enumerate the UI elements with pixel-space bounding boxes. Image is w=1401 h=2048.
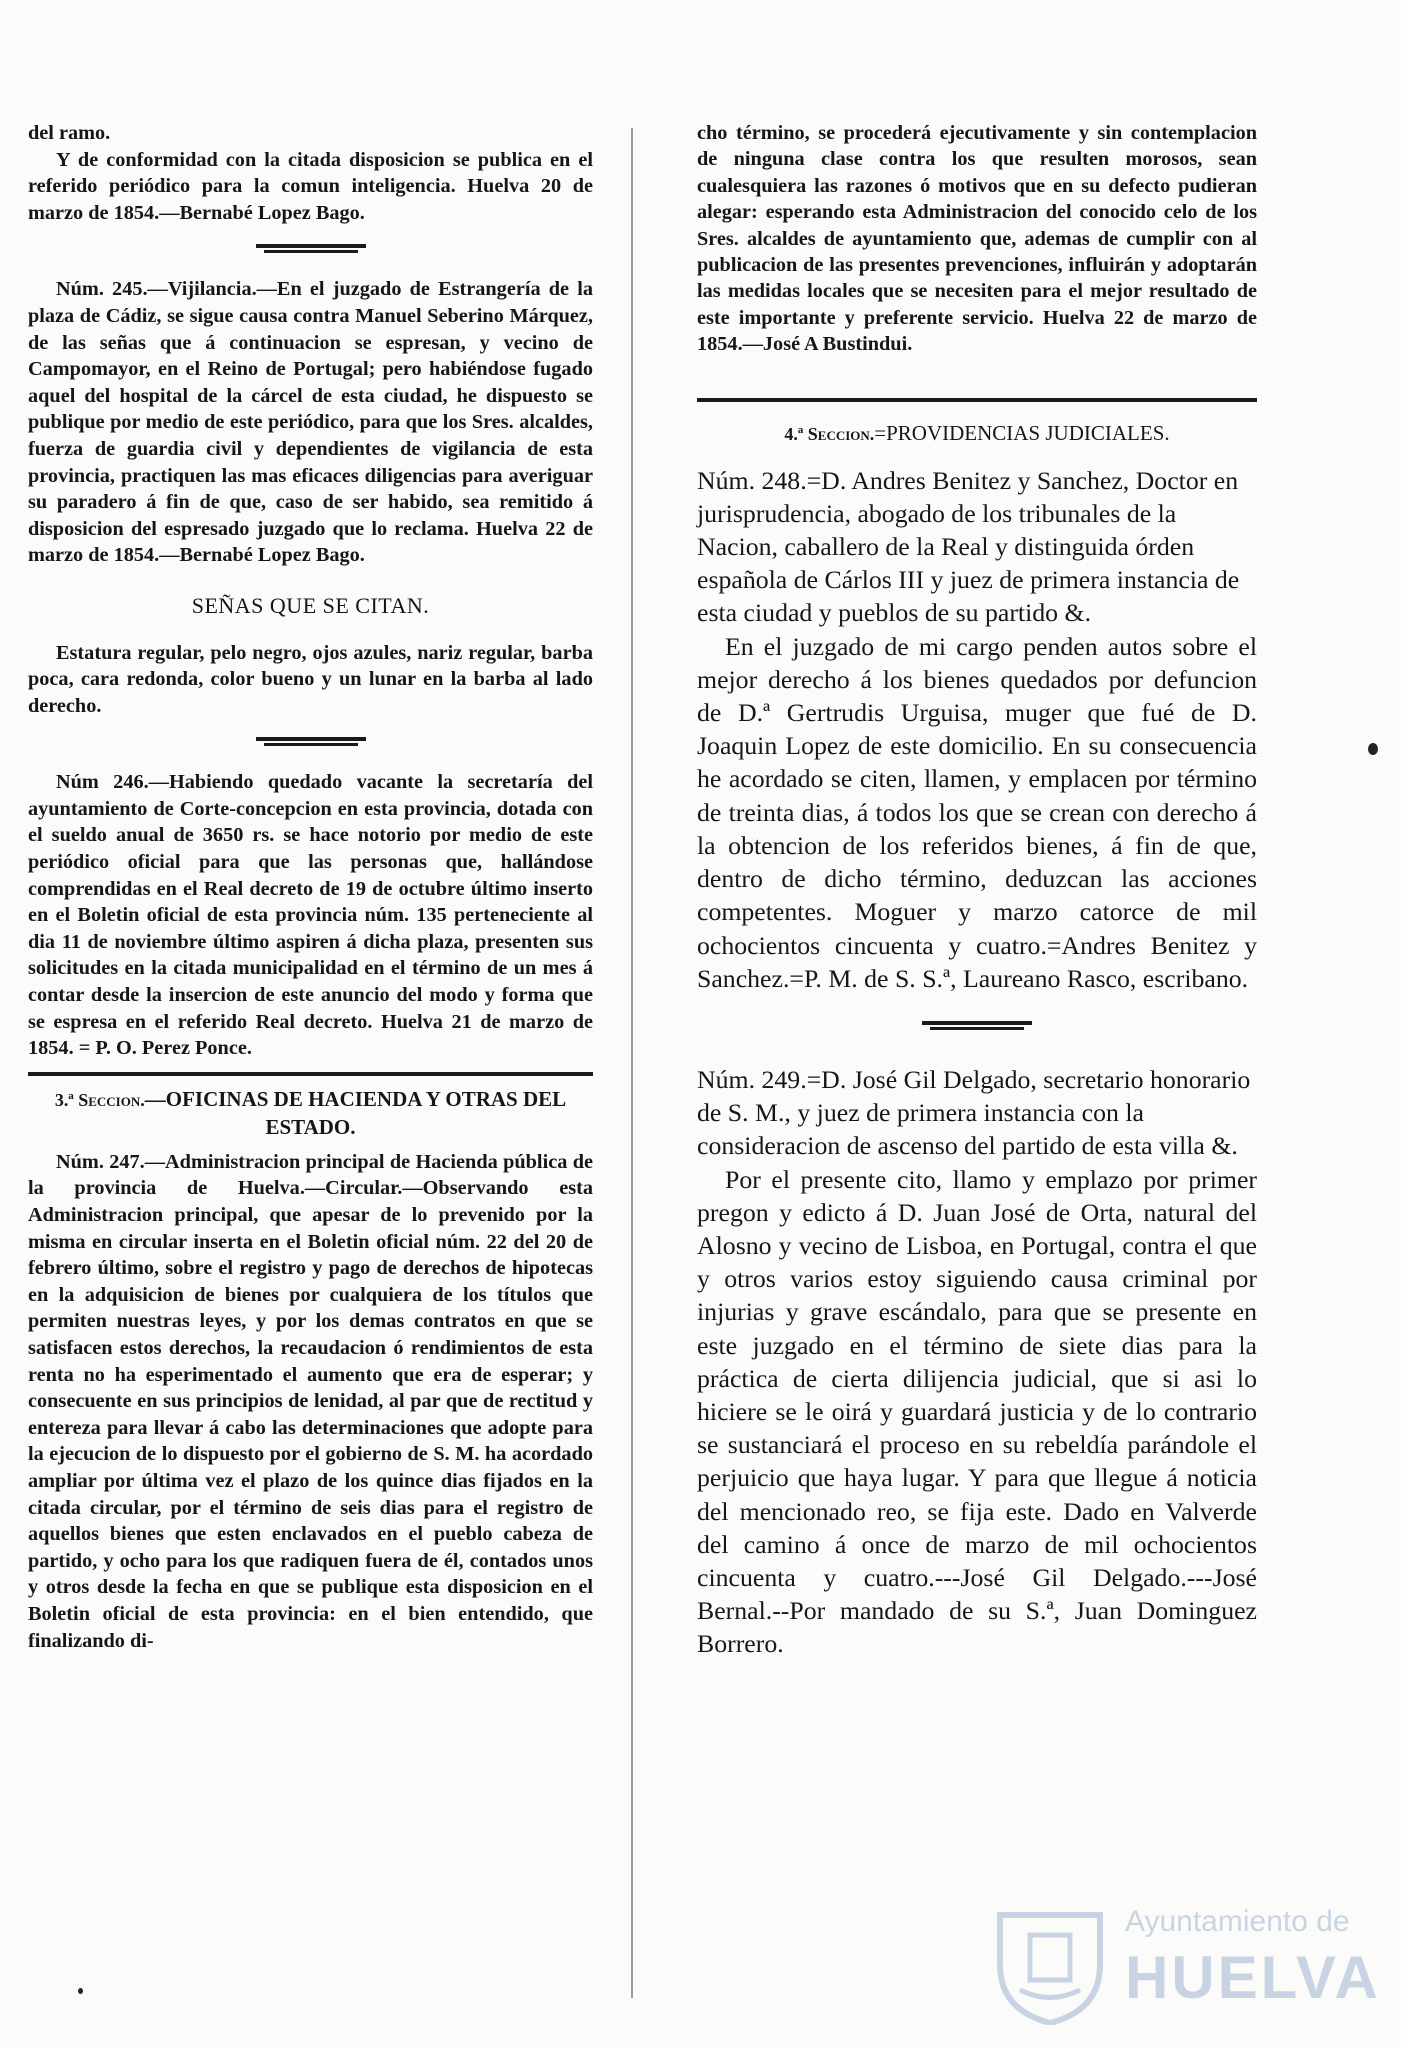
section-3-heading: [28, 1086, 593, 1141]
watermark-line-2: HUELVA: [1125, 1944, 1381, 2011]
notice-247-continued: cho término, se procederá ejecutivamente y sin contemplacion de ninguna clase contra los que resulten morosos, sean cualesquiera las razones ó motivos que en su defecto pudieran alegar: esperando esta Administracion del conocido celo de los Sres. alcaldes de ayuntamiento que, ademas de cumplir con al publicacion de las presentes prevenciones, influirán y adoptarán las medidas locales que se necesiten para el mejor resultado de este importante y preferente servicio. Huelva 22 de marzo de 1854.—José A Bustindui.: [697, 122, 1257, 356]
column-divider: [631, 128, 633, 1998]
ink-speck: [1368, 743, 1378, 755]
senas-heading: SEÑAS QUE SE CITAN.: [191, 592, 430, 618]
notice-248-heading: Núm. 248.=D. Andres Benitez y Sanchez, Doctor en jurisprudencia, abogado de los tribunales de la Nacion, caballero de la Real y distinguida órden española de Cárlos III y juez de primera instancia de esta ciudad y pueblos de su partido &.: [697, 465, 1240, 628]
watermark: [985, 1905, 1385, 2025]
notice-248-body: En el juzgado de mi cargo penden autos sobre el mejor derecho á los bienes quedados por defuncion de D.ª Gertrudis Urguisa, muger que fué de D. Joaquin Lopez de este domicilio. En su consecuencia he acordado se citen, llamen, y emplacen por término de treinta dias, á todos los que se crean con derecho á la obtencion de los referidos bienes, á fin de que, dentro de dicho término, deduzcan las acciones competentes. Moguer y marzo catorce de mil ochocientos cincuenta y cuatro.=Andres Benitez y Sanchez.=P. M. de S. S.ª, Laureano Rasco, escribano.: [697, 631, 1257, 993]
section-4-title: =PROVIDENCIAS JUDICIALES.: [874, 420, 1170, 445]
notice-249-heading: Núm. 249.=D. José Gil Delgado, secretario honorario de S. M., y juez de primera instancia con la consideracion de ascenso del partido de esta villa &.: [697, 1064, 1251, 1161]
left-column: [28, 120, 593, 1654]
right-column: [697, 120, 1257, 1661]
notice-246: Núm 246.—Habiendo quedado vacante la secretaría del ayuntamiento de Corte-concepcion en esta provincia, dotada con el sueldo anual de 3650 rs. se hace notorio por medio de este periódico oficial para que las personas que, hallándose comprendidas en el Real decreto de 19 de octubre último inserto en el Boletin oficial de esta provincia núm. 135 perteneciente al dia 11 de noviembre último aspiren á dicha plaza, presenten sus solicitudes en la citada municipalidad en el término de un mes á contar desde la insercion de este anuncio del modo y forma que se espresa en el referido Real decreto. Huelva 21 de marzo de 1854. = P. O. Perez Ponce.: [28, 771, 593, 1060]
intro-paragraph: Y de conformidad con la citada disposicion se publica en el referido periódico para la comun inteligencia. Huelva 20 de marzo de 1854.—Bernabé Lopez Bago.: [28, 148, 593, 224]
senas-description: Estatura regular, pelo negro, ojos azules, nariz regular, barba poca, cara redonda, color bueno y un lunar en la barba al lado derecho.: [28, 641, 593, 717]
intro-line: del ramo.: [28, 122, 111, 144]
notice-247: Núm. 247.—Administracion principal de Hacienda pública de la provincia de Huelva.—Circular.—Observando esta Administracion principal, que apesar de lo prevenido por la misma en circular inserta en el Boletin oficial núm. 22 del 20 de febrero último, sobre el registro y pago de derechos de hipotecas en la adquisicion de bienes por cualquiera de los títulos que permiten nuestras leyes, y por los demas contratos en que se satisfacen estos derechos, la recaudacion ó rendimientos de esta renta no ha esperimentado el aumento que era de esperar; y consecuente en sus principios de lenidad, al par que de rectitud y entereza para llevar á cabo las determinaciones que adopte para la ejecucion de lo dispuesto por el gobierno de S. M. ha acordado ampliar por última vez el plazo de los quince dias fijados en la citada circular, por el término de seis dias para el registro de aquellos bienes que esten enclavados en el pueblo cabeza de partido, y ocho para los que radiquen fuera de él, contados unos y otros desde la fecha en que se publique esta disposicion en el Boletin oficial de esta provincia: en el bien entendido, que finalizando di-: [28, 1150, 593, 1652]
section-ornament: [256, 737, 366, 747]
section-ornament: [256, 244, 366, 254]
section-3-title: —OFICINAS DE HACIENDA Y OTRAS DEL ESTADO.: [144, 1086, 567, 1139]
section-ornament: [922, 1021, 1032, 1031]
section-3-label: 3.ª Seccion.: [54, 1089, 145, 1110]
city-coat-of-arms-icon: [985, 1905, 1115, 2025]
section-4-label: 4.ª Seccion.: [784, 423, 875, 444]
section-rule: [28, 1072, 593, 1076]
section-rule: [697, 398, 1257, 402]
notice-249-body: Por el presente cito, llamo y emplazo por primer pregon y edicto á D. Juan José de Orta, natural del Alosno y vecino de Lisboa, en Portugal, contra el que y otros varios estoy siguiendo causa criminal por injurias y grave escándalo, para que se presente en este juzgado en el término de siete dias para la práctica de cierta dilijencia judicial, que si asi lo hiciere se le oirá y guardará justicia y de lo contrario se sustanciará el proceso en su rebeldía parándole el perjuicio que haya lugar. Y para que llegue á noticia del mencionado reo, se fija este. Dado en Valverde del camino á once de marzo de mil ochocientos cincuenta y cuatro.---José Gil Delgado.---José Bernal.--Por mandado de su S.ª, Juan Dominguez Borrero.: [697, 1164, 1257, 1659]
section-4-heading: [697, 420, 1257, 448]
notice-245: Núm. 245.—Vijilancia.—En el juzgado de Estrangería de la plaza de Cádiz, se sigue causa contra Manuel Seberino Márquez, de las señas que á continuacion se espresan, y vecino de Campomayor, en el Reino de Portugal; pero habiéndose fugado aquel del hospital de la cárcel de esta ciudad, he dispuesto se publique por medio de este periódico, para que los Sres. alcaldes, fuerza de guardia civil y dependientes de vigilancia de esta provincia, practiquen las mas eficaces diligencias para averiguar su paradero á fin de que, caso de ser habido, sea remitido á disposicion del espresado juzgado que lo reclama. Huelva 22 de marzo de 1854.—Bernabé Lopez Bago.: [28, 278, 593, 567]
ink-speck: [78, 1988, 83, 1994]
watermark-line-1: Ayuntamiento de: [1125, 1905, 1350, 1938]
